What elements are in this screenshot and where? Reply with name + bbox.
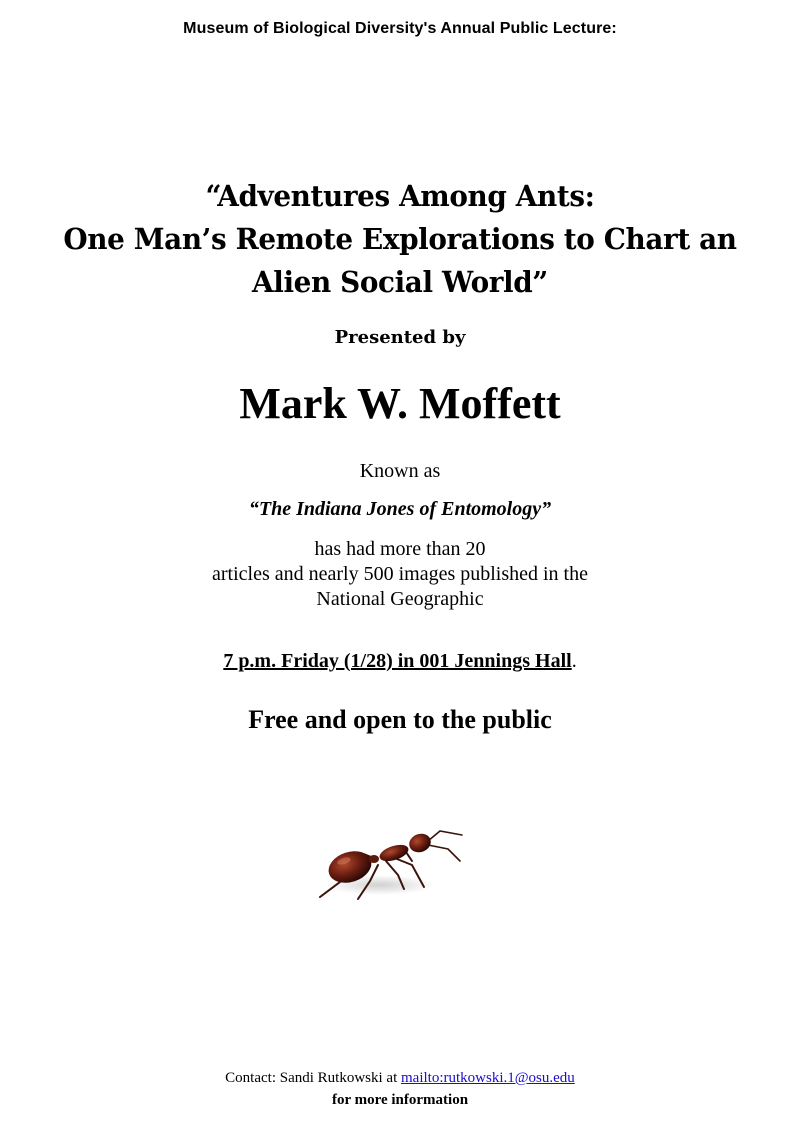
museum-header: Museum of Biological Diversity's Annual Public Lecture: [183, 20, 617, 37]
event-time-location: 7 p.m. Friday (1/28) in 001 Jennings Hall [223, 650, 572, 672]
event-time-suffix: . [571, 650, 577, 672]
contact-email-link[interactable]: mailto:rutkowski.1@osu.edu [401, 1070, 575, 1086]
bio-line-2: articles and nearly 500 images published in the [211, 563, 588, 585]
ant-icon [300, 815, 475, 910]
admission-note: Free and open to the public [248, 705, 552, 734]
presented-by-label: Presented by [334, 327, 466, 348]
bio-line-1: has had more than 20 [314, 538, 486, 560]
title-line-2: One Man’s Remote Explorations to Chart an [63, 222, 737, 256]
speaker-name: Mark W. Moffett [239, 379, 561, 428]
contact-line [0, 1070, 800, 1087]
lecture-title [16, 175, 784, 304]
event-details [0, 650, 800, 673]
bio-line-3: National Geographic [316, 588, 484, 610]
title-line-1: “Adventures Among Ants: [205, 179, 595, 213]
contact-prefix: Contact: Sandi Rutkowski at [225, 1070, 401, 1086]
known-as-label: Known as [359, 460, 441, 482]
more-info-note: for more information [331, 1092, 469, 1108]
speaker-nickname: “The Indiana Jones of Entomology” [248, 498, 552, 520]
speaker-bio [0, 537, 800, 612]
title-line-3: Alien Social World” [252, 265, 548, 299]
